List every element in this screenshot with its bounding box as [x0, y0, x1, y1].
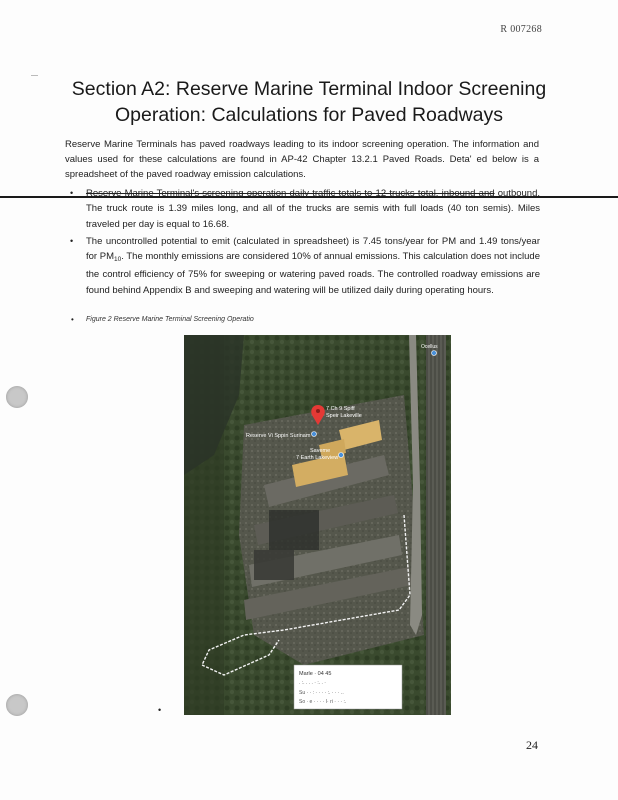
bullet-icon: • [71, 315, 74, 324]
figure-caption: Figure 2 Reserve Marine Terminal Screening Operatio [86, 316, 254, 323]
map-label: Ocellus [421, 344, 438, 350]
scan-mark [31, 75, 38, 76]
map-label: 7 Ch 9 Spiff [326, 406, 355, 412]
satellite-map [184, 335, 451, 715]
bates-number: R 007268 [500, 24, 542, 35]
bullet-text: The uncontrolled potential to emit (calculated in spreadsheet) is 7.45 tons/year for PM and 1.49 tons/year for PM [86, 235, 540, 263]
section-title: Section A2: Reserve Marine Terminal Indoor Screening Operation: Calculations for Paved Roadways [71, 78, 547, 126]
info-line: Marle · 04 45 [299, 671, 332, 677]
map-label: 7 Earth Lakeview [296, 455, 339, 461]
subscript: 10 [114, 256, 122, 264]
intro-paragraph: Reserve Marine Terminals has paved roadways leading to its indoor screening operation. The information and values used for these calculations are found in AP-42 Chapter 13.2.1 Paved Roads. Deta' ed below is a spreadsheet of the paved roadway emission calculations. [65, 139, 539, 180]
map-label: Speir Lakeville [326, 413, 362, 419]
info-line: . :. . . . · :. . · [299, 680, 326, 686]
bullet-icon: • [70, 188, 74, 198]
bullet-icon: • [158, 705, 162, 715]
punch-hole-icon [6, 694, 28, 716]
list-item [70, 234, 540, 298]
info-line: So · e · · · · l· ri · · · :. [299, 699, 347, 705]
bullet-text: . The monthly emissions are considered 10% of annual emissions. This calculation does not include the control efficiency of 75% for sweeping or watering paved roads. The controlled roadway emissions are found behind Appendix B and sweeping and watering will be utilized daily during operating hours. [86, 251, 540, 296]
map-graphic [184, 335, 451, 715]
list-item [70, 186, 540, 232]
map-label: Reserve Vi Sppin Surinam [246, 433, 311, 439]
bullet-icon: • [70, 235, 74, 246]
info-line: Su · · : · · · · :. · · · .. [299, 690, 344, 696]
page-number: 24 [526, 738, 538, 752]
bullet-list [70, 186, 540, 300]
struck-text: Reserve Marine Terminal's screening operation daily traffic totals to 12 trucks total, inbound and [86, 188, 495, 199]
bullet-text: outbound. The truck route is 1.39 miles long, and all of the trucks are semis with full loads (40 ton semis). Miles traveled per day is equal to 16.68. [86, 188, 540, 230]
punch-hole-icon [6, 386, 28, 408]
map-label: Saveme [310, 448, 331, 454]
